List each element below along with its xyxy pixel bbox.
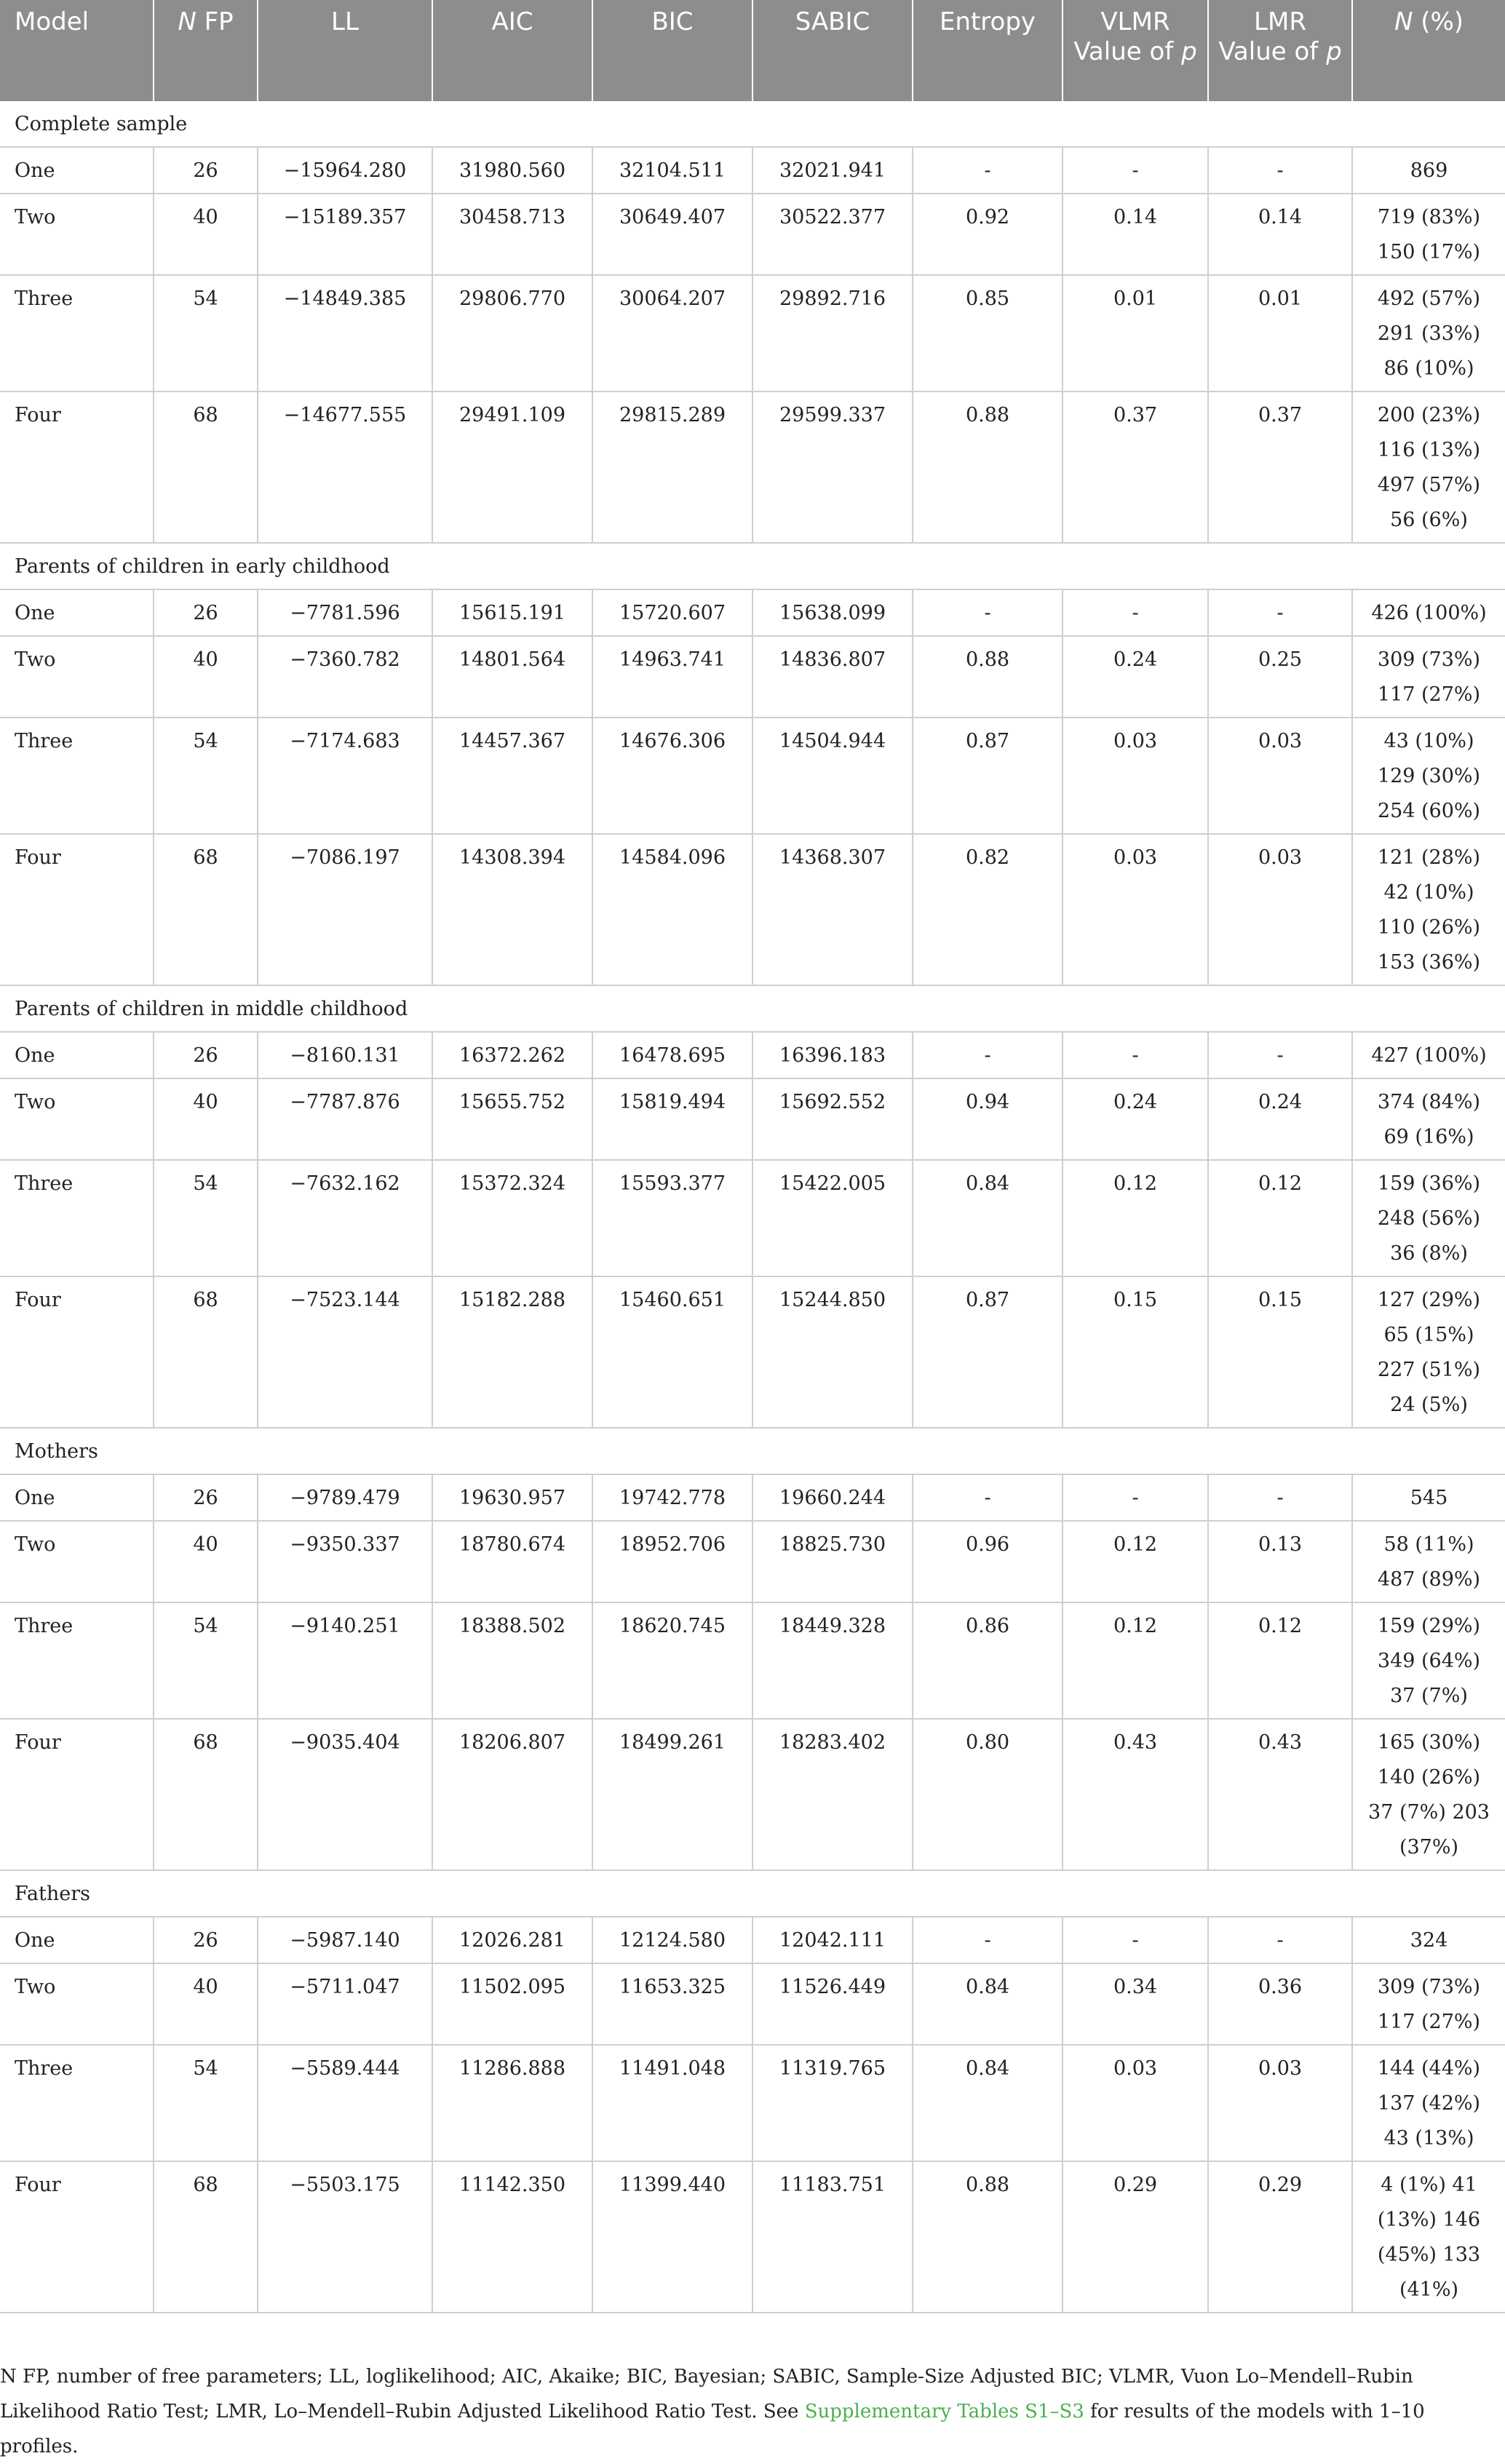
aic-cell: 14801.564 [432, 636, 592, 718]
n-percent-value: 150 (17%) [1377, 241, 1481, 263]
footnote-tail: for results of the models with 1–10 profiles. [0, 2401, 1425, 2457]
model-cell: Two [0, 194, 154, 275]
n-percent-cell [1352, 1917, 1505, 1963]
n-percent-cell [1352, 834, 1505, 985]
table-row [0, 392, 1505, 543]
model-cell: Two [0, 1521, 154, 1602]
sabic-cell: 11526.449 [752, 1963, 913, 2045]
entropy-cell: - [913, 147, 1063, 194]
sabic-cell: 11319.765 [752, 2045, 913, 2161]
bic-cell: 15819.494 [592, 1078, 752, 1160]
ll-cell: −9350.337 [258, 1521, 432, 1602]
sabic-cell: 14368.307 [752, 834, 913, 985]
lmr-cell: 0.12 [1208, 1160, 1352, 1276]
model-cell: Two [0, 1078, 154, 1160]
n-percent-value: 121 (28%) [1377, 846, 1481, 869]
sabic-cell: 15244.850 [752, 1276, 913, 1428]
header-bic: BIC [592, 0, 752, 101]
model-cell: One [0, 1032, 154, 1078]
vlmr-cell: 0.34 [1063, 1963, 1208, 2045]
table-row [0, 2161, 1505, 2313]
aic-cell: 11142.350 [432, 2161, 592, 2313]
n-percent-cell [1352, 1719, 1505, 1870]
sabic-cell: 18283.402 [752, 1719, 913, 1870]
model-cell: Three [0, 718, 154, 834]
nfp-cell: 68 [154, 1719, 258, 1870]
table-row [0, 1602, 1505, 1719]
n-percent-value: (45%) 133 [1377, 2244, 1481, 2266]
ll-cell: −7360.782 [258, 636, 432, 718]
n-percent-cell [1352, 1521, 1505, 1602]
nfp-cell: 40 [154, 194, 258, 275]
n-percent-value: 227 (51%) [1377, 1359, 1481, 1381]
aic-cell: 15655.752 [432, 1078, 592, 1160]
vlmr-cell: 0.01 [1063, 275, 1208, 392]
entropy-cell: 0.88 [913, 636, 1063, 718]
ll-cell: −5711.047 [258, 1963, 432, 2045]
nfp-cell: 68 [154, 2161, 258, 2313]
n-percent-cell [1352, 2161, 1505, 2313]
entropy-cell: 0.88 [913, 392, 1063, 543]
n-percent-value: 309 (73%) [1377, 1976, 1481, 1998]
vlmr-cell: 0.12 [1063, 1602, 1208, 1719]
bic-cell: 11399.440 [592, 2161, 752, 2313]
bic-cell: 14676.306 [592, 718, 752, 834]
n-percent-value: 159 (29%) [1377, 1615, 1481, 1637]
bic-cell: 32104.511 [592, 147, 752, 194]
vlmr-cell: 0.14 [1063, 194, 1208, 275]
vlmr-cell: 0.24 [1063, 636, 1208, 718]
sabic-cell: 14836.807 [752, 636, 913, 718]
table-row [0, 718, 1505, 834]
vlmr-cell: 0.43 [1063, 1719, 1208, 1870]
ll-cell: −7523.144 [258, 1276, 432, 1428]
lmr-cell: 0.12 [1208, 1602, 1352, 1719]
model-cell: Four [0, 1276, 154, 1428]
entropy-cell: 0.94 [913, 1078, 1063, 1160]
table-row [0, 2045, 1505, 2161]
bic-cell: 14963.741 [592, 636, 752, 718]
nfp-cell: 26 [154, 1917, 258, 1963]
ll-cell: −15964.280 [258, 147, 432, 194]
header-model: Model [0, 0, 154, 101]
n-percent-value: 248 (56%) [1377, 1207, 1481, 1230]
n-percent-value: 492 (57%) [1377, 287, 1481, 310]
vlmr-cell: 0.24 [1063, 1078, 1208, 1160]
sabic-cell: 11183.751 [752, 2161, 913, 2313]
lmr-cell: 0.14 [1208, 194, 1352, 275]
header-sabic: SABIC [752, 0, 913, 101]
section-title: Parents of children in early childhood [0, 543, 1505, 589]
n-percent-value: 200 (23%) [1377, 404, 1481, 426]
n-percent-value: 37 (7%) [1390, 1685, 1468, 1707]
table-row [0, 589, 1505, 636]
aic-cell: 29806.770 [432, 275, 592, 392]
n-percent-value: 153 (36%) [1377, 951, 1481, 974]
table-row [0, 1078, 1505, 1160]
nfp-cell: 68 [154, 392, 258, 543]
section-header-row [0, 1870, 1505, 1917]
vlmr-cell: - [1063, 1474, 1208, 1521]
aic-cell: 18206.807 [432, 1719, 592, 1870]
model-cell: One [0, 1917, 154, 1963]
entropy-cell: 0.86 [913, 1602, 1063, 1719]
entropy-cell: 0.80 [913, 1719, 1063, 1870]
bic-cell: 18952.706 [592, 1521, 752, 1602]
lmr-cell: 0.13 [1208, 1521, 1352, 1602]
vlmr-cell: 0.12 [1063, 1521, 1208, 1602]
model-cell: Four [0, 2161, 154, 2313]
n-percent-value: 127 (29%) [1377, 1289, 1481, 1311]
lmr-cell: 0.03 [1208, 718, 1352, 834]
table-footnote [0, 2359, 1485, 2464]
nfp-cell: 54 [154, 2045, 258, 2161]
entropy-cell: 0.87 [913, 1276, 1063, 1428]
nfp-cell: 68 [154, 834, 258, 985]
n-percent-cell [1352, 147, 1505, 194]
section-title: Parents of children in middle childhood [0, 985, 1505, 1032]
n-percent-value: 165 (30%) [1377, 1731, 1481, 1754]
ll-cell: −15189.357 [258, 194, 432, 275]
n-percent-value: 117 (27%) [1377, 683, 1481, 706]
n-percent-value: 374 (84%) [1377, 1091, 1481, 1113]
model-cell: Four [0, 392, 154, 543]
bic-cell: 19742.778 [592, 1474, 752, 1521]
table-row [0, 1276, 1505, 1428]
supplementary-tables-link[interactable]: Supplementary Tables S1–S3 [804, 2401, 1084, 2423]
aic-cell: 18780.674 [432, 1521, 592, 1602]
n-percent-cell [1352, 1032, 1505, 1078]
n-percent-cell [1352, 1474, 1505, 1521]
aic-cell: 19630.957 [432, 1474, 592, 1521]
section-header-row [0, 101, 1505, 147]
bic-cell: 12124.580 [592, 1917, 752, 1963]
n-percent-value: 42 (10%) [1383, 881, 1474, 904]
ll-cell: −5987.140 [258, 1917, 432, 1963]
lmr-cell: 0.03 [1208, 2045, 1352, 2161]
header-nfp: N FP [154, 0, 258, 101]
lmr-cell: 0.36 [1208, 1963, 1352, 2045]
model-cell: Three [0, 275, 154, 392]
n-percent-cell [1352, 392, 1505, 543]
lmr-cell: 0.29 [1208, 2161, 1352, 2313]
lmr-cell: - [1208, 589, 1352, 636]
n-percent-value: 254 (60%) [1377, 800, 1481, 822]
lmr-cell: - [1208, 147, 1352, 194]
ll-cell: −7174.683 [258, 718, 432, 834]
entropy-cell: - [913, 1032, 1063, 1078]
aic-cell: 15182.288 [432, 1276, 592, 1428]
vlmr-cell: 0.03 [1063, 718, 1208, 834]
entropy-cell: 0.88 [913, 2161, 1063, 2313]
aic-cell: 14308.394 [432, 834, 592, 985]
nfp-cell: 54 [154, 1160, 258, 1276]
nfp-cell: 26 [154, 589, 258, 636]
nfp-cell: 26 [154, 1032, 258, 1078]
ll-cell: −5589.444 [258, 2045, 432, 2161]
n-percent-value: 43 (13%) [1383, 2127, 1474, 2150]
n-percent-cell [1352, 1602, 1505, 1719]
ll-cell: −7632.162 [258, 1160, 432, 1276]
n-percent-value: 37 (7%) 203 [1368, 1801, 1490, 1824]
model-cell: Three [0, 1160, 154, 1276]
lmr-cell: 0.15 [1208, 1276, 1352, 1428]
entropy-cell: 0.82 [913, 834, 1063, 985]
section-header-row [0, 985, 1505, 1032]
n-percent-value: 426 (100%) [1371, 602, 1487, 624]
section-header-row [0, 1428, 1505, 1474]
n-percent-value: 291 (33%) [1377, 322, 1481, 345]
header-vlmr: VLMR Value of p [1063, 0, 1208, 101]
lmr-cell: 0.25 [1208, 636, 1352, 718]
section-header-row [0, 543, 1505, 589]
sabic-cell: 15692.552 [752, 1078, 913, 1160]
lmr-cell: 0.43 [1208, 1719, 1352, 1870]
vlmr-cell: 0.12 [1063, 1160, 1208, 1276]
ll-cell: −5503.175 [258, 2161, 432, 2313]
sabic-cell: 18825.730 [752, 1521, 913, 1602]
sabic-cell: 16396.183 [752, 1032, 913, 1078]
n-percent-cell [1352, 1276, 1505, 1428]
entropy-cell: 0.85 [913, 275, 1063, 392]
table-row [0, 1032, 1505, 1078]
n-percent-value: 58 (11%) [1383, 1533, 1474, 1556]
bic-cell: 16478.695 [592, 1032, 752, 1078]
aic-cell: 11502.095 [432, 1963, 592, 2045]
header-aic: AIC [432, 0, 592, 101]
table-row [0, 275, 1505, 392]
sabic-cell: 15422.005 [752, 1160, 913, 1276]
table-row [0, 1963, 1505, 2045]
vlmr-cell: 0.29 [1063, 2161, 1208, 2313]
n-percent-value: (41%) [1399, 2278, 1459, 2301]
entropy-cell: 0.87 [913, 718, 1063, 834]
entropy-cell: 0.84 [913, 2045, 1063, 2161]
bic-cell: 14584.096 [592, 834, 752, 985]
lmr-cell: 0.01 [1208, 275, 1352, 392]
ll-cell: −7086.197 [258, 834, 432, 985]
n-percent-value: 144 (44%) [1377, 2057, 1481, 2080]
ll-cell: −7787.876 [258, 1078, 432, 1160]
sabic-cell: 15638.099 [752, 589, 913, 636]
n-percent-cell [1352, 636, 1505, 718]
ll-cell: −9789.479 [258, 1474, 432, 1521]
header-ll: LL [258, 0, 432, 101]
bic-cell: 18620.745 [592, 1602, 752, 1719]
model-cell: Three [0, 1602, 154, 1719]
nfp-cell: 40 [154, 636, 258, 718]
bic-cell: 15720.607 [592, 589, 752, 636]
n-percent-value: (37%) [1399, 1836, 1459, 1859]
n-percent-value: 43 (10%) [1383, 730, 1474, 752]
n-percent-cell [1352, 275, 1505, 392]
aic-cell: 14457.367 [432, 718, 592, 834]
aic-cell: 29491.109 [432, 392, 592, 543]
sabic-cell: 19660.244 [752, 1474, 913, 1521]
n-percent-value: 159 (36%) [1377, 1172, 1481, 1195]
n-percent-value: 545 [1410, 1487, 1448, 1509]
n-percent-value: 869 [1410, 159, 1448, 182]
ll-cell: −9035.404 [258, 1719, 432, 1870]
header-n-percent: N (%) [1352, 0, 1505, 101]
aic-cell: 15372.324 [432, 1160, 592, 1276]
nfp-cell: 40 [154, 1963, 258, 2045]
aic-cell: 12026.281 [432, 1917, 592, 1963]
entropy-cell: - [913, 589, 1063, 636]
n-percent-value: 24 (5%) [1390, 1394, 1468, 1416]
n-percent-value: 309 (73%) [1377, 648, 1481, 671]
table-row [0, 636, 1505, 718]
n-percent-cell [1352, 1078, 1505, 1160]
section-title: Complete sample [0, 101, 1505, 147]
n-percent-cell [1352, 1160, 1505, 1276]
nfp-cell: 40 [154, 1521, 258, 1602]
footnote-text: N FP, number of free parameters; LL, loglikelihood; AIC, Akaike; BIC, Bayesian; SABIC, Sample-Size Adjusted BIC; VLMR, Vuon Lo–Mendell–Rubin Likelihood Ratio Test; LMR, Lo–Mendell–Rubin Adjusted Likelihood Ratio Test. See [0, 2366, 1413, 2423]
table-row [0, 834, 1505, 985]
nfp-cell: 40 [154, 1078, 258, 1160]
entropy-cell: 0.84 [913, 1160, 1063, 1276]
table-body [0, 101, 1505, 2313]
model-cell: Four [0, 834, 154, 985]
bic-cell: 11653.325 [592, 1963, 752, 2045]
aic-cell: 31980.560 [432, 147, 592, 194]
lmr-cell: 0.37 [1208, 392, 1352, 543]
n-percent-value: 117 (27%) [1377, 2011, 1481, 2033]
sabic-cell: 29599.337 [752, 392, 913, 543]
nfp-cell: 54 [154, 1602, 258, 1719]
n-percent-cell [1352, 2045, 1505, 2161]
nfp-cell: 54 [154, 718, 258, 834]
table-row [0, 1474, 1505, 1521]
table-row [0, 1160, 1505, 1276]
header-entropy: Entropy [913, 0, 1063, 101]
n-percent-value: 65 (15%) [1383, 1324, 1474, 1346]
lmr-cell: - [1208, 1032, 1352, 1078]
table-row [0, 194, 1505, 275]
n-percent-cell [1352, 589, 1505, 636]
nfp-cell: 26 [154, 147, 258, 194]
n-percent-value: 137 (42%) [1377, 2092, 1481, 2115]
sabic-cell: 29892.716 [752, 275, 913, 392]
header-row [0, 0, 1505, 101]
aic-cell: 11286.888 [432, 2045, 592, 2161]
bic-cell: 15593.377 [592, 1160, 752, 1276]
n-percent-value: 324 [1410, 1929, 1448, 1952]
n-percent-value: 140 (26%) [1377, 1766, 1481, 1789]
aic-cell: 15615.191 [432, 589, 592, 636]
n-percent-value: 129 (30%) [1377, 765, 1481, 787]
nfp-cell: 68 [154, 1276, 258, 1428]
sabic-cell: 32021.941 [752, 147, 913, 194]
bic-cell: 18499.261 [592, 1719, 752, 1870]
table-row [0, 1719, 1505, 1870]
table-row [0, 1917, 1505, 1963]
model-cell: One [0, 147, 154, 194]
n-percent-cell [1352, 1963, 1505, 2045]
table-row [0, 1521, 1505, 1602]
bic-cell: 30064.207 [592, 275, 752, 392]
bic-cell: 15460.651 [592, 1276, 752, 1428]
model-cell: Two [0, 1963, 154, 2045]
model-cell: Two [0, 636, 154, 718]
section-title: Mothers [0, 1428, 1505, 1474]
vlmr-cell: 0.03 [1063, 834, 1208, 985]
table-row [0, 147, 1505, 194]
vlmr-cell: 0.03 [1063, 2045, 1208, 2161]
n-percent-value: 110 (26%) [1377, 916, 1481, 939]
n-percent-value: 69 (16%) [1383, 1126, 1474, 1148]
vlmr-cell: - [1063, 1917, 1208, 1963]
n-percent-value: 427 (100%) [1371, 1044, 1487, 1067]
vlmr-cell: - [1063, 1032, 1208, 1078]
section-title: Fathers [0, 1870, 1505, 1917]
lmr-cell: 0.24 [1208, 1078, 1352, 1160]
ll-cell: −8160.131 [258, 1032, 432, 1078]
aic-cell: 30458.713 [432, 194, 592, 275]
lmr-cell: 0.03 [1208, 834, 1352, 985]
vlmr-cell: - [1063, 147, 1208, 194]
model-cell: One [0, 1474, 154, 1521]
model-cell: Three [0, 2045, 154, 2161]
n-percent-value: 86 (10%) [1383, 357, 1474, 380]
ll-cell: −9140.251 [258, 1602, 432, 1719]
nfp-cell: 26 [154, 1474, 258, 1521]
sabic-cell: 18449.328 [752, 1602, 913, 1719]
n-percent-cell [1352, 718, 1505, 834]
ll-cell: −14849.385 [258, 275, 432, 392]
n-percent-value: 487 (89%) [1377, 1568, 1481, 1591]
entropy-cell: 0.84 [913, 1963, 1063, 2045]
bic-cell: 11491.048 [592, 2045, 752, 2161]
nfp-cell: 54 [154, 275, 258, 392]
bic-cell: 30649.407 [592, 194, 752, 275]
entropy-cell: - [913, 1917, 1063, 1963]
bic-cell: 29815.289 [592, 392, 752, 543]
ll-cell: −7781.596 [258, 589, 432, 636]
lmr-cell: - [1208, 1917, 1352, 1963]
model-cell: Four [0, 1719, 154, 1870]
lmr-cell: - [1208, 1474, 1352, 1521]
n-percent-value: 719 (83%) [1377, 206, 1481, 228]
entropy-cell: 0.92 [913, 194, 1063, 275]
n-percent-value: 497 (57%) [1377, 474, 1481, 496]
ll-cell: −14677.555 [258, 392, 432, 543]
sabic-cell: 30522.377 [752, 194, 913, 275]
vlmr-cell: - [1063, 589, 1208, 636]
header-lmr: LMR Value of p [1208, 0, 1352, 101]
sabic-cell: 14504.944 [752, 718, 913, 834]
n-percent-value: 36 (8%) [1390, 1242, 1468, 1265]
entropy-cell: - [913, 1474, 1063, 1521]
n-percent-value: 349 (64%) [1377, 1650, 1481, 1672]
n-percent-value: 56 (6%) [1390, 509, 1468, 531]
aic-cell: 18388.502 [432, 1602, 592, 1719]
vlmr-cell: 0.15 [1063, 1276, 1208, 1428]
aic-cell: 16372.262 [432, 1032, 592, 1078]
entropy-cell: 0.96 [913, 1521, 1063, 1602]
vlmr-cell: 0.37 [1063, 392, 1208, 543]
sabic-cell: 12042.111 [752, 1917, 913, 1963]
n-percent-value: 4 (1%) 41 [1381, 2174, 1477, 2196]
n-percent-value: 116 (13%) [1377, 439, 1481, 461]
n-percent-value: (13%) 146 [1377, 2209, 1481, 2231]
model-cell: One [0, 589, 154, 636]
n-percent-cell [1352, 194, 1505, 275]
